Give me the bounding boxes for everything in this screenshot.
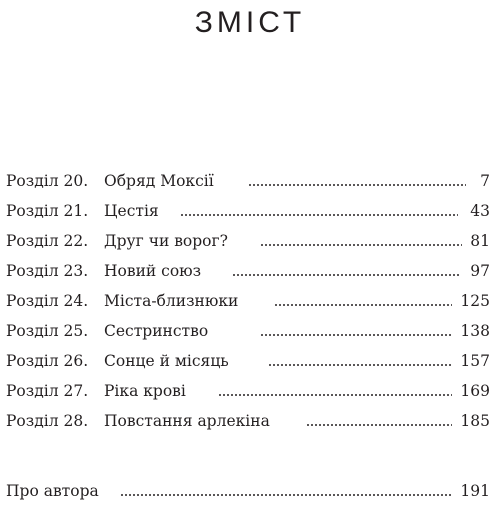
dot-leader: [218, 394, 452, 396]
dot-leader: [274, 304, 452, 306]
chapter-number: Розділ 21.: [6, 202, 89, 220]
toc-entry-23[interactable]: [6, 256, 490, 286]
toc-entry-21[interactable]: [6, 196, 490, 226]
dot-leader: [306, 424, 452, 426]
dot-leader: [260, 334, 452, 336]
chapter-number: Розділ 24.: [6, 292, 89, 310]
toc-entry-22[interactable]: [6, 226, 490, 256]
chapter-title: Ріка крові: [104, 382, 186, 400]
dot-leader: [232, 274, 460, 276]
dot-leader: [268, 364, 452, 366]
toc-entry-24[interactable]: [6, 286, 490, 316]
chapter-number: Розділ 22.: [6, 232, 89, 250]
table-of-contents: [6, 166, 490, 436]
dot-leader: [180, 214, 458, 216]
chapter-title: Повстання арлекіна: [104, 412, 270, 430]
chapter-title: Цестія: [104, 202, 159, 220]
toc-entry-about-author[interactable]: [6, 476, 490, 506]
chapter-number: Розділ 28.: [6, 412, 89, 430]
chapter-number: Розділ 26.: [6, 352, 89, 370]
page-number: 81: [470, 232, 490, 250]
chapter-title: Обряд Моксії: [104, 172, 214, 190]
page-number: 138: [460, 322, 490, 340]
about-author-title: Про автора: [6, 482, 99, 500]
chapter-number: Розділ 27.: [6, 382, 89, 400]
chapter-number: Розділ 20.: [6, 172, 89, 190]
page-number: 125: [460, 292, 490, 310]
page-number: 157: [460, 352, 490, 370]
page-title: ЗМІСТ: [194, 6, 306, 39]
page-number: 7: [480, 172, 490, 190]
chapter-number: Розділ 25.: [6, 322, 89, 340]
chapter-title: Сестринство: [104, 322, 209, 340]
dot-leader: [120, 494, 452, 496]
dot-leader: [248, 184, 466, 186]
toc-entry-28[interactable]: [6, 406, 490, 436]
chapter-number: Розділ 23.: [6, 262, 89, 280]
toc-entry-27[interactable]: [6, 376, 490, 406]
chapter-title: Новий союз: [104, 262, 202, 280]
toc-entry-26[interactable]: [6, 346, 490, 376]
chapter-title: Міста-близнюки: [104, 292, 239, 310]
toc-entry-20[interactable]: [6, 166, 490, 196]
page-number: 97: [470, 262, 490, 280]
chapter-title: Сонце й місяць: [104, 352, 229, 370]
toc-entry-25[interactable]: [6, 316, 490, 346]
page-number: 43: [470, 202, 490, 220]
dot-leader: [260, 244, 462, 246]
chapter-title: Друг чи ворог?: [104, 232, 228, 250]
page-number: 169: [460, 382, 490, 400]
page-number: 191: [460, 482, 490, 500]
page-number: 185: [460, 412, 490, 430]
